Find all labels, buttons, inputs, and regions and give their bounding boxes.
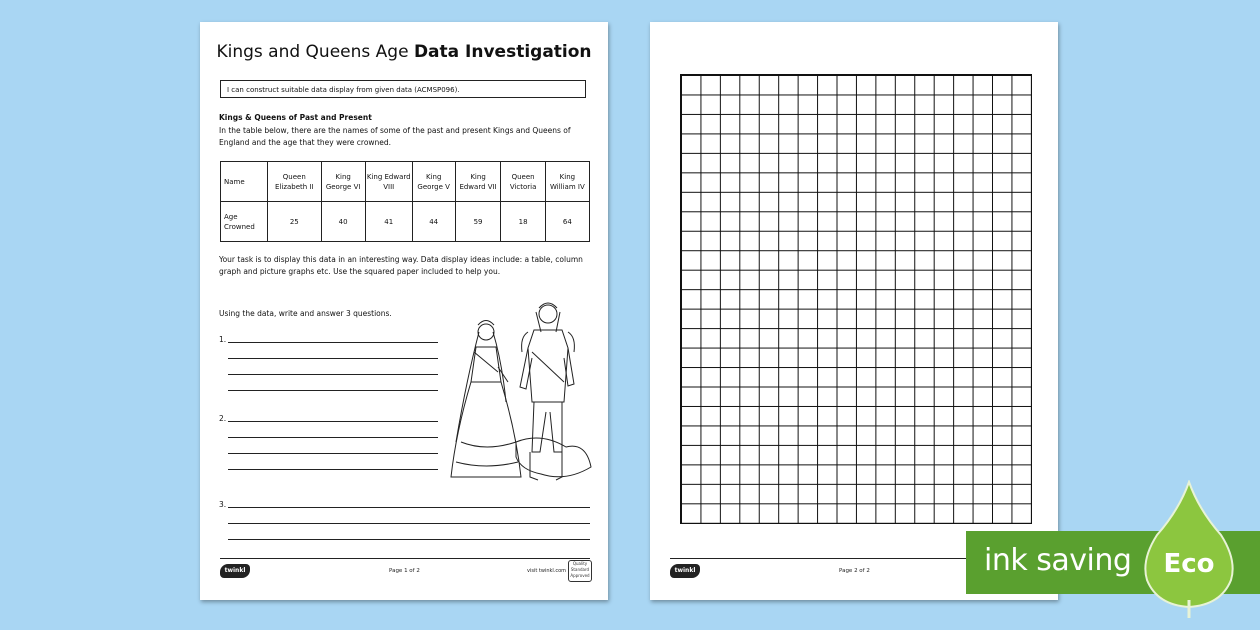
question-prompt: Using the data, write and answer 3 questions.	[219, 309, 392, 318]
table-cell-age: 59	[455, 202, 501, 242]
answer-line[interactable]	[228, 390, 438, 391]
answer-line[interactable]	[228, 437, 438, 438]
table-cell-name: King Edward VIII	[365, 162, 412, 202]
answer-line[interactable]	[228, 342, 438, 343]
ages-table	[220, 161, 590, 242]
quality-badge: Quality Standard Approved	[568, 560, 592, 582]
question-number-1: 1.	[219, 335, 227, 344]
table-cell-age: 25	[268, 202, 322, 242]
answer-line[interactable]	[228, 539, 590, 540]
question-number-2: 2.	[219, 414, 227, 423]
page-title: Kings and Queens Age Data Investigation	[216, 42, 592, 62]
royal-couple-illustration	[446, 292, 596, 492]
answer-line[interactable]	[228, 421, 438, 422]
answer-line[interactable]	[228, 453, 438, 454]
question-number-3: 3.	[219, 500, 227, 509]
footer-divider	[220, 558, 590, 559]
task-text: Your task is to display this data in an interesting way. Data display ideas include: a table, column graph and picture graphs etc. Use the squared paper included to help you.	[219, 255, 583, 276]
intro-text: In the table below, there are the names of some of the past and present Kings and Queens of England and the age that they were crowned.	[219, 126, 571, 147]
table-cell-name: King William IV	[545, 162, 589, 202]
table-cell-age: 64	[545, 202, 589, 242]
page-number: Page 2 of 2	[839, 568, 870, 574]
eco-leaf-label: Eco	[1163, 549, 1215, 579]
answer-line[interactable]	[228, 374, 438, 375]
worksheet-page-2	[650, 22, 1058, 600]
table-cell-age: 18	[501, 202, 545, 242]
table-cell-age: 40	[321, 202, 365, 242]
table-cell-age: 41	[365, 202, 412, 242]
answer-line[interactable]	[228, 507, 590, 508]
table-cell-name: Queen Elizabeth II	[268, 162, 322, 202]
answer-line[interactable]	[228, 523, 590, 524]
visit-link: visit twinkl.com	[527, 568, 567, 574]
worksheet-page-1	[200, 22, 608, 600]
page-number: Page 1 of 2	[389, 568, 420, 574]
twinkl-logo: twinkl	[670, 564, 700, 578]
answer-line[interactable]	[228, 469, 438, 470]
eco-leaf-icon	[1141, 480, 1237, 620]
table-cell-name: King Edward VII	[455, 162, 501, 202]
table-cell-name: King George V	[412, 162, 455, 202]
section-heading: Kings & Queens of Past and Present	[219, 113, 372, 122]
age-row-header: Age Crowned	[221, 202, 268, 242]
learning-objective: I can construct suitable data display from given data (ACMSP096).	[220, 80, 586, 98]
ink-saving-label: ink saving	[984, 543, 1132, 578]
table-cell-name: Queen Victoria	[501, 162, 545, 202]
table-cell-age: 44	[412, 202, 455, 242]
table-cell-name: King George VI	[321, 162, 365, 202]
twinkl-logo: twinkl	[220, 564, 250, 578]
answer-line[interactable]	[228, 358, 438, 359]
name-row-header: Name	[221, 162, 268, 202]
squared-paper-grid	[680, 74, 1032, 524]
